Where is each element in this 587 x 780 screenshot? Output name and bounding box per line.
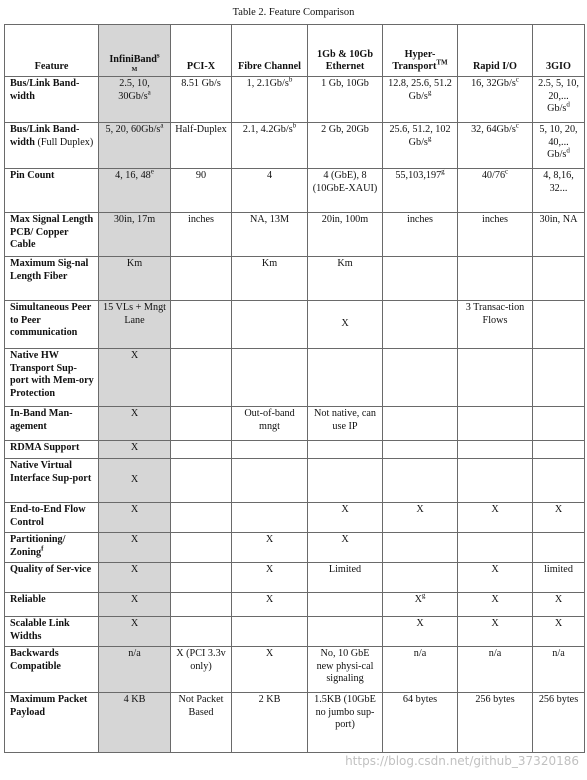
table-cell: [232, 349, 308, 407]
feature-label: Maximum Packet Payload: [5, 693, 99, 753]
table-cell: inches: [458, 213, 533, 257]
table-cell: Km: [308, 257, 383, 301]
table-cell: [171, 593, 232, 617]
table-cell: Half-Duplex: [171, 123, 232, 169]
table-cell: Km: [99, 257, 171, 301]
table-cell: 12.8, 25.6, 51.2 $Gb/s^g$: [383, 77, 458, 123]
table-cell: 4 KB: [99, 693, 171, 753]
table-cell: [533, 301, 585, 349]
table-cell: [383, 301, 458, 349]
table-cell: X: [308, 533, 383, 563]
table-cell: [458, 257, 533, 301]
table-cell: [383, 257, 458, 301]
table-cell: 5, 10, 20, 40,... $Gb/s^d$: [533, 123, 585, 169]
feature-label: In-Band Man-agement: [5, 407, 99, 441]
table-cell: 2.1, $4.2Gb/s^b$: [232, 123, 308, 169]
table-cell: X: [533, 593, 585, 617]
table-cell: Limited: [308, 563, 383, 593]
table-header-row: [5, 25, 585, 77]
table-cell: [171, 349, 232, 407]
table-row: [5, 213, 585, 257]
feature-label: Native HW Transport Sup-port with Mem-ory Protection: [5, 349, 99, 407]
table-cell: 4: [232, 169, 308, 213]
table-cell: [458, 349, 533, 407]
table-cell: n/a: [458, 647, 533, 693]
table-row: [5, 77, 585, 123]
table-cell: X: [533, 503, 585, 533]
table-cell: [171, 563, 232, 593]
table-cell: X: [99, 533, 171, 563]
table-row: [5, 693, 585, 753]
column-header-feature: Feature: [5, 25, 99, 77]
table-cell: 256 bytes: [458, 693, 533, 753]
table-cell: [171, 503, 232, 533]
table-cell: X: [232, 533, 308, 563]
table-cell: X: [232, 563, 308, 593]
table-cell: X: [99, 349, 171, 407]
table-cell: No, 10 GbE new physi-cal signaling: [308, 647, 383, 693]
table-cell: [383, 441, 458, 459]
table-cell: X: [383, 503, 458, 533]
table-cell: [533, 349, 585, 407]
feature-label: Simultaneous Peer to Peer communication: [5, 301, 99, 349]
table-cell: 2 Gb, 20Gb: [308, 123, 383, 169]
table-cell: 90: [171, 169, 232, 213]
column-header-rapid-i-o: Rapid I/O: [458, 25, 533, 77]
table-row: [5, 647, 585, 693]
table-cell: Not native, can use IP: [308, 407, 383, 441]
feature-label: Max Signal Length PCB/ Copper Cable: [5, 213, 99, 257]
feature-label: Bus/Link Band-width (Full Duplex): [5, 123, 99, 169]
table-cell: [308, 441, 383, 459]
table-cell: [383, 563, 458, 593]
table-cell: [308, 349, 383, 407]
table-cell: 15 VLs + Mngt Lane: [99, 301, 171, 349]
feature-label: Scalable Link Widths: [5, 617, 99, 647]
table-row: [5, 441, 585, 459]
feature-comparison-table: [4, 24, 585, 753]
table-row: [5, 301, 585, 349]
table-cell: [232, 459, 308, 503]
feature-label: End-to-End Flow Control: [5, 503, 99, 533]
table-cell: [533, 257, 585, 301]
table-cell: X: [232, 647, 308, 693]
feature-label: Reliable: [5, 593, 99, 617]
table-cell: inches: [383, 213, 458, 257]
table-cell: Not Packet Based: [171, 693, 232, 753]
table-cell: [232, 441, 308, 459]
table-cell: [458, 459, 533, 503]
feature-label: Partitioning/ Zoning$^f$: [5, 533, 99, 563]
table-cell: [383, 407, 458, 441]
table-cell: X: [308, 301, 383, 349]
table-cell: 5, 20, $60Gb/s^a$: [99, 123, 171, 169]
table-cell: inches: [171, 213, 232, 257]
table-cell: X: [458, 503, 533, 533]
table-cell: 30in, NA: [533, 213, 585, 257]
feature-label: RDMA Support: [5, 441, 99, 459]
table-cell: [232, 617, 308, 647]
table-cell: [232, 503, 308, 533]
table-cell: [308, 593, 383, 617]
watermark: https://blog.csdn.net/github_37320186: [345, 754, 579, 768]
table-row: [5, 533, 585, 563]
table-cell: X: [99, 503, 171, 533]
table-cell: X: [308, 503, 383, 533]
table-body: [5, 77, 585, 753]
table-caption: Table 2. Feature Comparison: [232, 7, 355, 18]
table-cell: [533, 459, 585, 503]
table-cell: X: [458, 617, 533, 647]
column-header-fibre-channel: Fibre Channel: [232, 25, 308, 77]
table-cell: 55,103,197$^g$: [383, 169, 458, 213]
table-cell: 1, $2.1Gb/s^b$: [232, 77, 308, 123]
table-cell: [171, 257, 232, 301]
table-cell: 32, $64Gb/s^c$: [458, 123, 533, 169]
feature-label: Native Virtual Interface Sup-port: [5, 459, 99, 503]
table-cell: [308, 459, 383, 503]
table-cell: X: [533, 617, 585, 647]
table-cell: X: [232, 593, 308, 617]
table-cell: X: [99, 441, 171, 459]
table-cell: 2.5, 5, 10, 20,... $Gb/s^d$: [533, 77, 585, 123]
table-cell: [171, 407, 232, 441]
column-header-3gio: 3GIO: [533, 25, 585, 77]
table-cell: [383, 533, 458, 563]
table-cell: 1 Gb, 10Gb: [308, 77, 383, 123]
table-cell: [171, 301, 232, 349]
table-cell: 2 KB: [232, 693, 308, 753]
table-cell: [533, 533, 585, 563]
table-row: [5, 407, 585, 441]
feature-label: Pin Count: [5, 169, 99, 213]
table-cell: [232, 301, 308, 349]
table-cell: X: [99, 407, 171, 441]
feature-label: Quality of Ser-vice: [5, 563, 99, 593]
table-cell: 8.51 Gb/s: [171, 77, 232, 123]
table-cell: 20in, 100m: [308, 213, 383, 257]
table-cell: 4, 16, 48e: [99, 169, 171, 213]
feature-label: Backwards Compatible: [5, 647, 99, 693]
table-cell: NA, 13M: [232, 213, 308, 257]
table-cell: 16, $32Gb/s^c$: [458, 77, 533, 123]
table-row: [5, 349, 585, 407]
table-cell: X: [458, 593, 533, 617]
table-cell: 30in, 17m: [99, 213, 171, 257]
table-cell: [171, 441, 232, 459]
table-cell: X (PCI 3.3v only): [171, 647, 232, 693]
table-cell: [458, 441, 533, 459]
table-cell: [458, 533, 533, 563]
table-cell: 64 bytes: [383, 693, 458, 753]
table-cell: 25.6, 51.2, 102 $Gb/s^g$: [383, 123, 458, 169]
table-cell: X: [99, 617, 171, 647]
table-cell: 40/76$^c$: [458, 169, 533, 213]
table-cell: X: [383, 617, 458, 647]
table-cell: 4, 8,16, 32...: [533, 169, 585, 213]
table-cell: X: [99, 459, 171, 503]
table-cell: n/a: [99, 647, 171, 693]
table-cell: [171, 533, 232, 563]
table-cell: Km: [232, 257, 308, 301]
table-cell: X: [99, 563, 171, 593]
table-cell: 4 (GbE), 8 (10GbE-XAUI): [308, 169, 383, 213]
feature-label: Maximum Sig-nal Length Fiber: [5, 257, 99, 301]
table-row: [5, 617, 585, 647]
table-cell: n/a: [383, 647, 458, 693]
column-header-infiniband: InfiniBand$^s$ M: [99, 25, 171, 77]
column-header-pci-x: PCI-X: [171, 25, 232, 77]
table-cell: 256 bytes: [533, 693, 585, 753]
column-header-1gb-10gb-ethernet: 1Gb & 10Gb Ethernet: [308, 25, 383, 77]
feature-label: Bus/Link Band-width: [5, 77, 99, 123]
column-header-hyper-transport: Hyper-Transport™: [383, 25, 458, 77]
table-row: [5, 123, 585, 169]
table-cell: $X^g$: [383, 593, 458, 617]
table-cell: [308, 617, 383, 647]
table-row: [5, 563, 585, 593]
table-cell: [171, 617, 232, 647]
table-row: [5, 593, 585, 617]
table-cell: Out-of-band mngt: [232, 407, 308, 441]
table-row: [5, 503, 585, 533]
table-cell: [171, 459, 232, 503]
table-cell: [383, 349, 458, 407]
table-cell: [458, 407, 533, 441]
table-cell: 2.5, 10, $30Gb/s^a$: [99, 77, 171, 123]
table-cell: n/a: [533, 647, 585, 693]
table-cell: [383, 459, 458, 503]
table-row: [5, 459, 585, 503]
table-row: [5, 257, 585, 301]
table-cell: X: [99, 593, 171, 617]
table-cell: X: [458, 563, 533, 593]
table-cell: limited: [533, 563, 585, 593]
table-cell: [533, 407, 585, 441]
table-cell: 3 Transac-tion Flows: [458, 301, 533, 349]
table-cell: [533, 441, 585, 459]
table-row: [5, 169, 585, 213]
table-cell: 1.5KB (10GbE no jumbo sup-port): [308, 693, 383, 753]
